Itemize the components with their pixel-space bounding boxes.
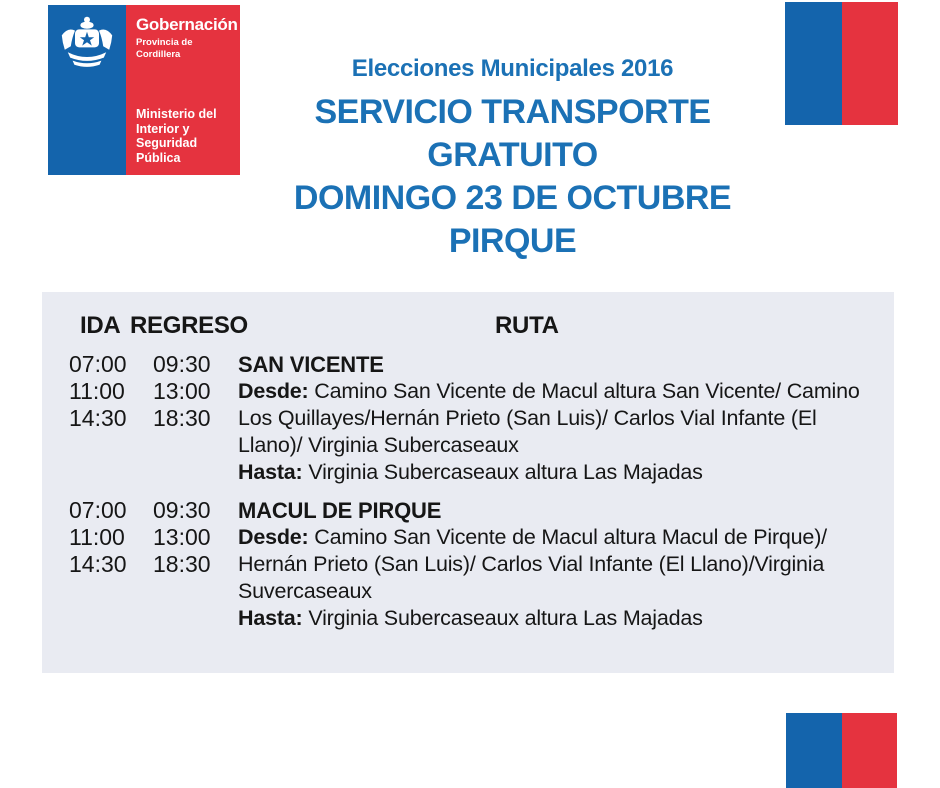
schedule-panel [42, 292, 894, 673]
event-kicker: Elecciones Municipales 2016 [351, 55, 674, 82]
government-logo [48, 5, 240, 175]
column-header-regreso: REGRESO [130, 312, 248, 339]
flag-red-stripe [842, 2, 899, 125]
hasta-text: Virginia Subercaseaux altura Las Majadas [308, 460, 703, 484]
column-header-ruta: RUTA [495, 312, 559, 339]
flag-top-right [785, 2, 898, 125]
regreso-times: 09:30 13:00 18:30 [153, 497, 211, 577]
desde-text: Camino San Vicente de Macul altura Macul de Pirque)/ Hernán Prieto (San Luis)/ Carlos Vial Infante (El Llano)/Virginia Suvercaseaux [238, 525, 827, 603]
logo-ministry-name: Ministerio del Interior y Seguridad Pública [136, 107, 217, 165]
route-row-san-vicente [42, 351, 894, 486]
logo-red-panel [126, 5, 240, 175]
route-info-san-vicente [238, 351, 883, 486]
flag-bottom-right [786, 713, 897, 788]
page-title: SERVICIO TRANSPORTE GRATUITO DOMINGO 23 DE OCTUBRE PIRQUE [293, 93, 732, 260]
schedule-column-headers [42, 312, 894, 342]
route-desde [238, 378, 883, 459]
regreso-times: 09:30 13:00 18:30 [153, 351, 211, 431]
flag-blue-stripe [785, 2, 842, 125]
route-desde [238, 524, 883, 605]
column-header-ida: IDA [80, 312, 121, 339]
flag-red-stripe [842, 713, 898, 788]
route-hasta [238, 459, 883, 486]
ida-times: 07:00 11:00 14:30 [69, 351, 127, 431]
flag-blue-stripe [786, 713, 842, 788]
hasta-label: Hasta: [238, 606, 303, 630]
logo-agency-name: Gobernación [136, 15, 238, 34]
route-hasta [238, 605, 883, 632]
times-macul-de-pirque [69, 497, 211, 578]
desde-label: Desde: [238, 379, 309, 403]
logo-blue-panel [48, 5, 126, 175]
times-san-vicente [69, 351, 211, 432]
route-row-macul-de-pirque [42, 497, 894, 632]
route-info-macul-de-pirque [238, 497, 883, 632]
desde-text: Camino San Vicente de Macul altura San Vicente/ Camino Los Quillayes/Hernán Prieto (San Luis)/ Carlos Vial Infante (El Llano)/ Virginia Subercaseaux [238, 379, 860, 457]
hasta-text: Virginia Subercaseaux altura Las Majadas [308, 606, 703, 630]
route-name: SAN VICENTE [238, 352, 384, 377]
desde-label: Desde: [238, 525, 309, 549]
route-name: MACUL DE PIRQUE [238, 498, 442, 523]
ida-times: 07:00 11:00 14:30 [69, 497, 127, 577]
logo-region-name: Provincia de Cordillera [136, 37, 193, 60]
header [240, 54, 785, 263]
hasta-label: Hasta: [238, 460, 303, 484]
